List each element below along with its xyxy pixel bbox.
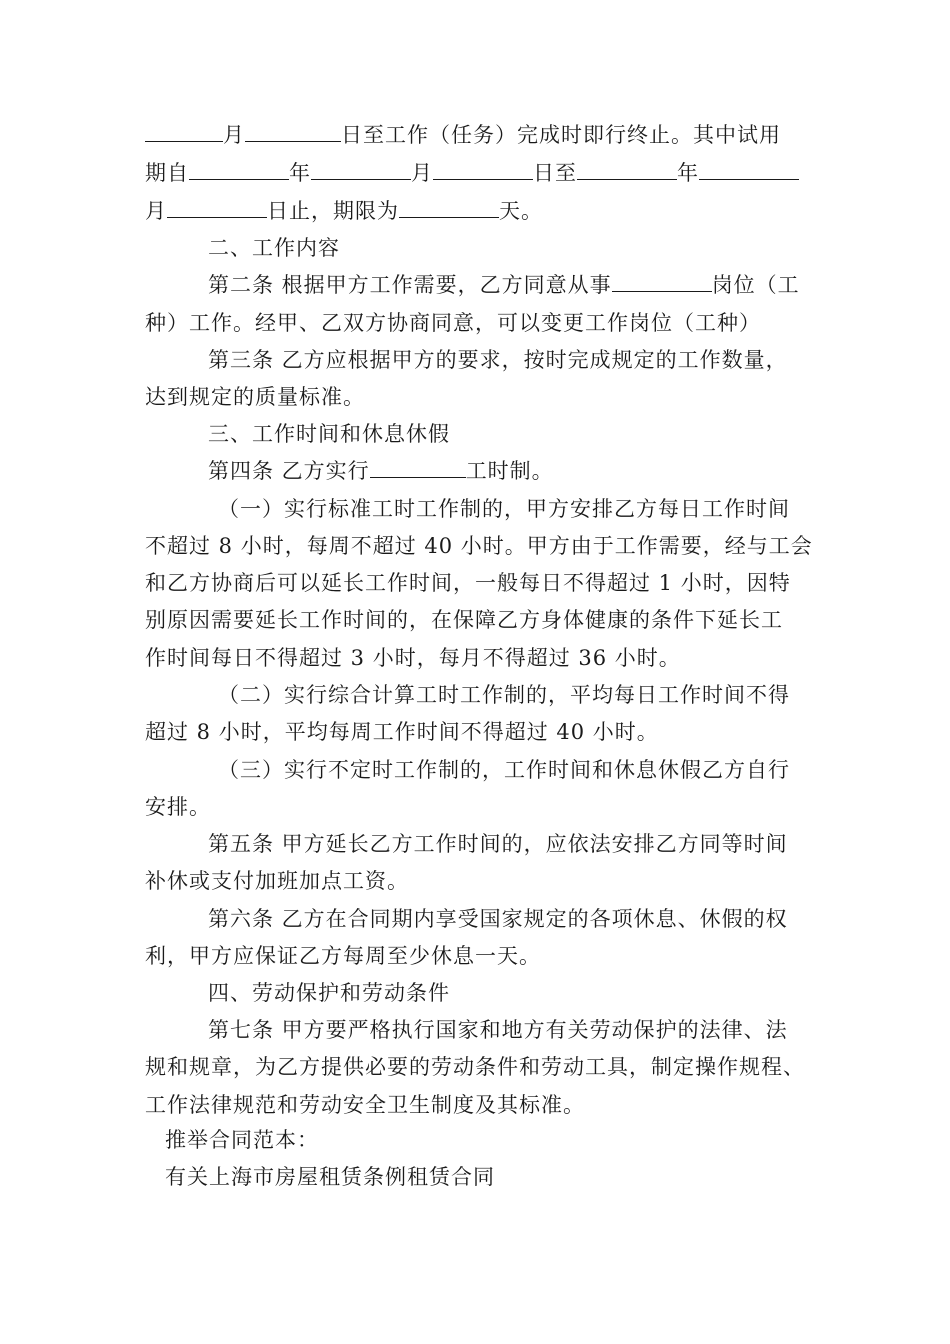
text-line: 第五条 甲方延长乙方工作时间的，应依法安排乙方同等时间: [208, 832, 788, 856]
text-line: 和乙方协商后可以延长工作时间，一般每日不得超过 1 小时，因特: [145, 571, 791, 595]
text-line: 补休或支付加班加点工资。: [145, 869, 409, 893]
blank-field: [699, 158, 799, 180]
blank-field: [145, 120, 223, 142]
text-line: 第三条 乙方应根据甲方的要求，按时完成规定的工作数量，: [208, 348, 788, 372]
blank-field: [167, 196, 267, 218]
blank-field: [612, 270, 712, 292]
blank-field: [399, 196, 499, 218]
text-line: 不超过 8 小时，每周不超过 40 小时。甲方由于工作需要，经与工会: [145, 534, 813, 558]
text-line: 安排。: [145, 795, 211, 819]
blank-field: [189, 158, 289, 180]
text-line: 工作法律规范和劳动安全卫生制度及其标准。: [145, 1093, 585, 1117]
text-line: 第四条 乙方实行 工时制。: [208, 456, 554, 486]
text-line: 第二条 根据甲方工作需要，乙方同意从事 岗位（工: [208, 270, 800, 300]
text-line: 月 日止，期限为 天。: [145, 196, 543, 226]
text-line: （一）实行标准工时工作制的，甲方安排乙方每日工作时间: [218, 497, 790, 521]
text-line: 月 日至工作（任务）完成时即行终止。其中试用: [145, 120, 781, 150]
text-line: （二）实行综合计算工时工作制的，平均每日工作时间不得: [218, 683, 790, 707]
text-line: 达到规定的质量标准。: [145, 385, 365, 409]
blank-field: [311, 158, 411, 180]
related-contract-link[interactable]: 有关上海市房屋租赁条例租赁合同: [165, 1165, 495, 1189]
blank-field: [433, 158, 533, 180]
text-line: 规和规章，为乙方提供必要的劳动条件和劳动工具，制定操作规程、: [145, 1055, 805, 1079]
text-line: 第六条 乙方在合同期内享受国家规定的各项休息、休假的权: [208, 907, 788, 931]
text-line: 作时间每日不得超过 3 小时，每月不得超过 36 小时。: [145, 646, 681, 670]
text-line: 第七条 甲方要严格执行国家和地方有关劳动保护的法律、法: [208, 1018, 788, 1042]
text-line: 超过 8 小时，平均每周工作时间不得超过 40 小时。: [145, 720, 659, 744]
blank-field: [577, 158, 677, 180]
section-heading: 四、劳动保护和劳动条件: [208, 981, 450, 1005]
section-heading: 二、工作内容: [208, 236, 340, 260]
text-line: 利，甲方应保证乙方每周至少休息一天。: [145, 944, 541, 968]
blank-field: [370, 456, 466, 478]
recommend-heading: 推举合同范本：: [165, 1128, 319, 1152]
text-line: （三）实行不定时工作制的，工作时间和休息休假乙方自行: [218, 758, 790, 782]
blank-field: [245, 120, 341, 142]
text-line: 别原因需要延长工作时间的，在保障乙方身体健康的条件下延长工: [145, 608, 783, 632]
section-heading: 三、工作时间和休息休假: [208, 422, 450, 446]
text-line: 种）工作。经甲、乙双方协商同意，可以变更工作岗位（工种）: [145, 311, 761, 335]
text-line: 期自 年 月 日至 年: [145, 158, 799, 188]
